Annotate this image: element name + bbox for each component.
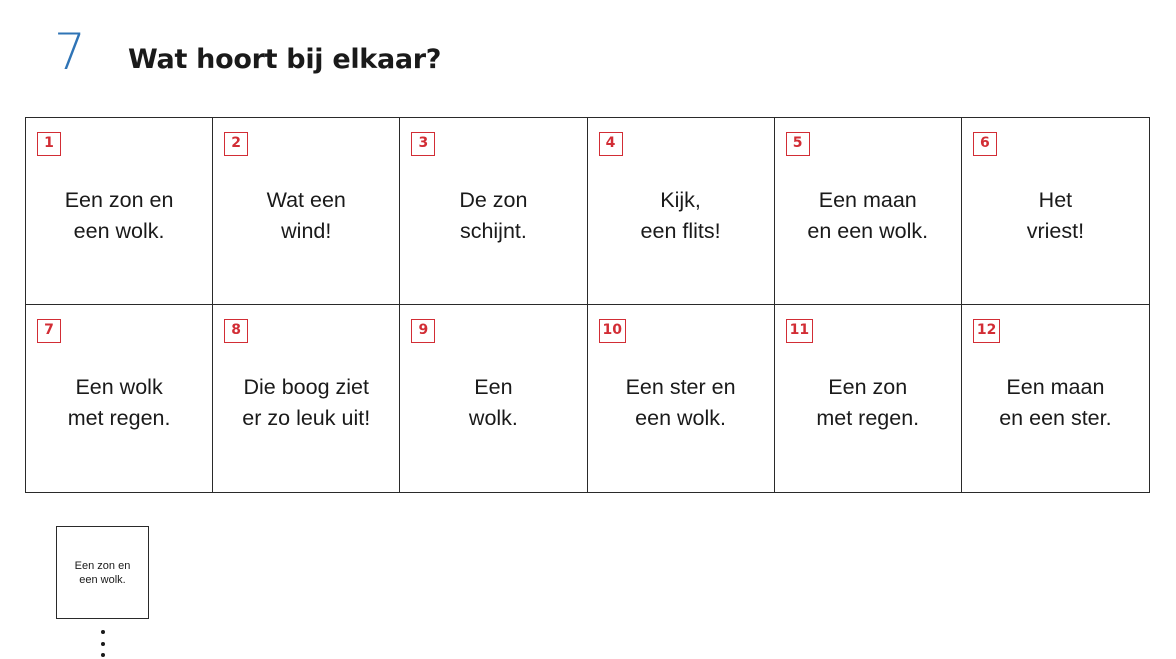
cell-number-badge: 5 bbox=[786, 132, 810, 156]
grid-cell-7[interactable] bbox=[26, 305, 213, 492]
cell-sentence-line: Een bbox=[474, 375, 513, 399]
cell-sentence bbox=[779, 185, 957, 247]
grid-cell-8[interactable] bbox=[213, 305, 400, 492]
cell-sentence-line: schijnt. bbox=[459, 219, 527, 243]
cell-number-badge: 9 bbox=[411, 319, 435, 343]
cell-sentence-line: Een maan bbox=[1006, 375, 1105, 399]
cell-sentence bbox=[592, 185, 770, 247]
cell-sentence-line: Een wolk bbox=[75, 375, 163, 399]
cell-sentence-line: Die boog ziet bbox=[243, 375, 369, 399]
cell-sentence bbox=[779, 372, 957, 434]
example-answer-card bbox=[56, 526, 149, 619]
cell-sentence-line: Het bbox=[1038, 188, 1073, 212]
cell-sentence-line: Wat een bbox=[266, 188, 346, 212]
cell-number-badge: 10 bbox=[599, 319, 626, 343]
cell-sentence bbox=[404, 185, 582, 247]
example-card-line: Een zon en bbox=[74, 559, 131, 572]
cell-sentence bbox=[592, 372, 770, 434]
exercise-title: Wat hoort bij elkaar? bbox=[128, 44, 442, 75]
cell-sentence-line: en een wolk. bbox=[807, 219, 929, 243]
cell-number-badge: 8 bbox=[224, 319, 248, 343]
grid-cell-5[interactable] bbox=[775, 118, 962, 305]
cell-sentence-line: een wolk. bbox=[73, 219, 165, 243]
cell-sentence-line: wind! bbox=[281, 219, 332, 243]
cell-sentence-line: een flits! bbox=[640, 219, 721, 243]
example-card-line: een wolk. bbox=[79, 573, 126, 586]
cell-sentence-line: Een ster en bbox=[625, 375, 736, 399]
cell-sentence-line: Een zon en bbox=[64, 188, 174, 212]
cell-sentence-line: Kijk, bbox=[660, 188, 701, 212]
cell-number-badge: 7 bbox=[37, 319, 61, 343]
cell-sentence-line: met regen. bbox=[816, 406, 920, 430]
grid-cell-12[interactable] bbox=[962, 305, 1149, 492]
cell-sentence-line: een wolk. bbox=[635, 406, 726, 430]
cell-sentence bbox=[404, 372, 582, 434]
grid-cell-3[interactable] bbox=[400, 118, 587, 305]
cell-sentence-line: vriest! bbox=[1026, 219, 1085, 243]
ellipsis-dot bbox=[101, 642, 105, 646]
cell-sentence-line: De zon bbox=[459, 188, 528, 212]
grid-cell-9[interactable] bbox=[400, 305, 587, 492]
cell-number-badge: 11 bbox=[786, 319, 813, 343]
cell-sentence-line: met regen. bbox=[67, 406, 171, 430]
cell-sentence-line: wolk. bbox=[468, 406, 518, 430]
cell-sentence-line: Een zon bbox=[828, 375, 908, 399]
cell-number-badge: 6 bbox=[973, 132, 997, 156]
cell-sentence bbox=[217, 372, 395, 434]
cell-sentence-line: en een ster. bbox=[999, 406, 1112, 430]
cell-number-badge: 12 bbox=[973, 319, 1000, 343]
cell-sentence-line: Een maan bbox=[818, 188, 917, 212]
grid-cell-1[interactable] bbox=[26, 118, 213, 305]
cell-sentence bbox=[217, 185, 395, 247]
cell-sentence bbox=[966, 372, 1145, 434]
exercise-number: 7 bbox=[54, 23, 86, 81]
vertical-ellipsis-icon bbox=[100, 630, 105, 657]
cell-sentence-line: er zo leuk uit! bbox=[242, 406, 371, 430]
cell-sentence bbox=[966, 185, 1145, 247]
grid-cell-11[interactable] bbox=[775, 305, 962, 492]
cell-sentence bbox=[30, 372, 208, 434]
ellipsis-dot bbox=[101, 653, 105, 657]
grid-cell-6[interactable] bbox=[962, 118, 1149, 305]
cell-number-badge: 2 bbox=[224, 132, 248, 156]
cell-number-badge: 4 bbox=[599, 132, 623, 156]
grid-cell-2[interactable] bbox=[213, 118, 400, 305]
ellipsis-dot bbox=[101, 630, 105, 634]
cell-sentence bbox=[30, 185, 208, 247]
cell-number-badge: 1 bbox=[37, 132, 61, 156]
matching-grid bbox=[25, 117, 1150, 493]
grid-cell-10[interactable] bbox=[588, 305, 775, 492]
grid-cell-4[interactable] bbox=[588, 118, 775, 305]
cell-number-badge: 3 bbox=[411, 132, 435, 156]
